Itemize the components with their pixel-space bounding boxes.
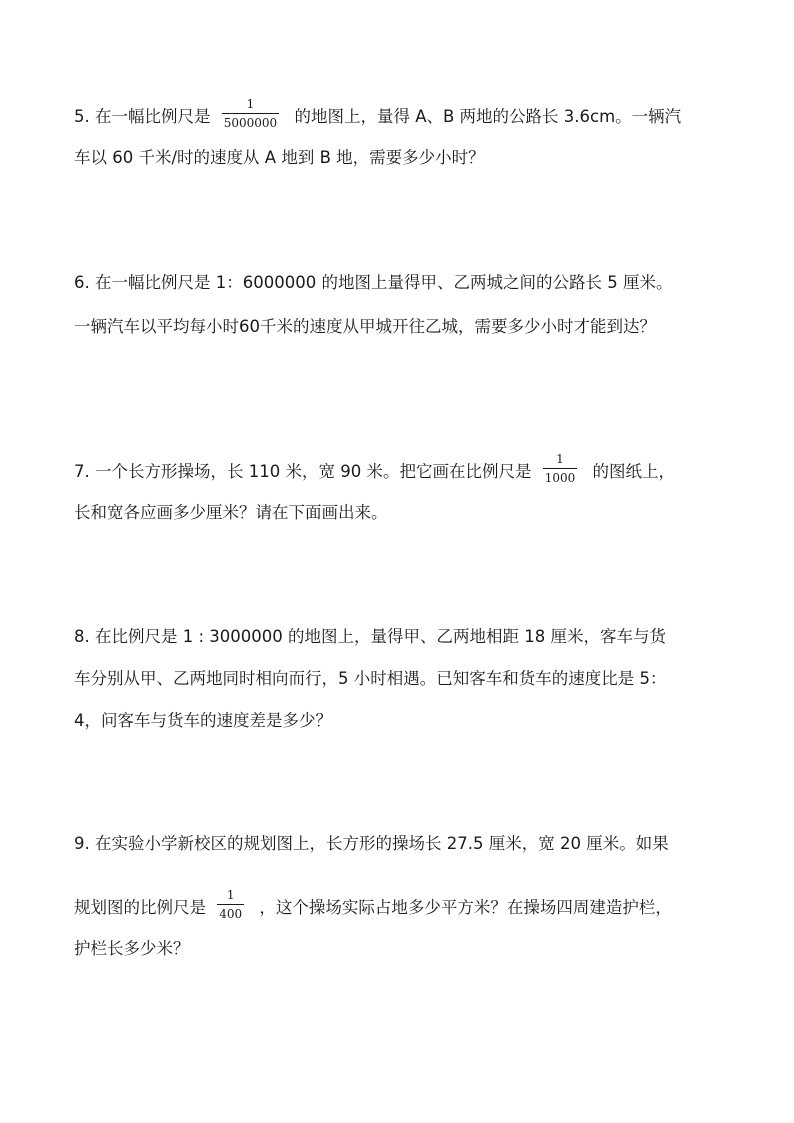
problem-text: 在实验小学新校区的规划图上，长方形的操场长 27.5 厘米，宽 20 厘米。如果 — [95, 834, 669, 853]
scale-fraction — [217, 888, 244, 921]
problem-8-line-1 — [74, 626, 744, 648]
fraction-denominator: 1000 — [544, 471, 576, 485]
problem-number: 6. — [74, 273, 90, 292]
problem-6-line-2: 一辆汽车以平均每小时60千米的速度从甲城开往乙城，需要多少小时才能到达？ — [74, 317, 656, 336]
problem-9-line-1 — [74, 833, 744, 855]
problem-9-line-2 — [74, 888, 744, 925]
problem-5-line-2: 车以 60 千米/时的速度从 A 地到 B 地，需要多少小时？ — [74, 148, 485, 167]
problem-text: 在一幅比例尺是 1：6000000 的地图上量得甲、乙两城之间的公路长 5 厘米。 — [95, 273, 673, 292]
fraction-numerator: 1 — [217, 888, 244, 905]
problem-text: 在比例尺是 1 : 3000000 的地图上，量得甲、乙两地相距 18 厘米，客车与货 — [95, 627, 667, 646]
problem-6-line-1 — [74, 272, 744, 294]
problem-number: 7. — [74, 462, 90, 481]
fraction-denominator: 5000000 — [223, 116, 278, 130]
problem-text: ，这个操场实际占地多少平方米？在操场四周建造护栏， — [259, 898, 672, 917]
problem-number: 5. — [74, 107, 90, 126]
problem-text: 一个长方形操场，长 110 米，宽 90 米。把它画在比例尺是 — [95, 462, 532, 481]
problem-text: 在一幅比例尺是 — [95, 107, 211, 126]
fraction-numerator: 1 — [543, 452, 578, 469]
problem-7-line-1 — [74, 452, 744, 489]
problem-number: 9. — [74, 834, 90, 853]
problem-7-line-2: 长和宽各应画多少厘米？请在下面画出来。 — [74, 503, 388, 522]
problem-8-line-3: 4，问客车与货车的速度差是多少？ — [74, 711, 332, 730]
problem-5-line-1 — [74, 97, 744, 134]
problem-9-line-3: 护栏长多少米？ — [74, 939, 190, 958]
problem-text: 规划图的比例尺是 — [74, 898, 206, 917]
scale-fraction — [543, 452, 578, 485]
fraction-denominator: 400 — [219, 907, 243, 921]
problem-text: 的地图上，量得 A、B 两地的公路长 3.6cm。一辆汽 — [294, 107, 682, 126]
problem-number: 8. — [74, 627, 90, 646]
fraction-numerator: 1 — [222, 97, 279, 114]
problem-8-line-2: 车分别从甲、乙两地同时相向而行，5 小时相遇。已知客车和货车的速度比是 5： — [74, 669, 667, 688]
problem-text: 的图纸上， — [592, 462, 676, 481]
scale-fraction — [222, 97, 279, 130]
